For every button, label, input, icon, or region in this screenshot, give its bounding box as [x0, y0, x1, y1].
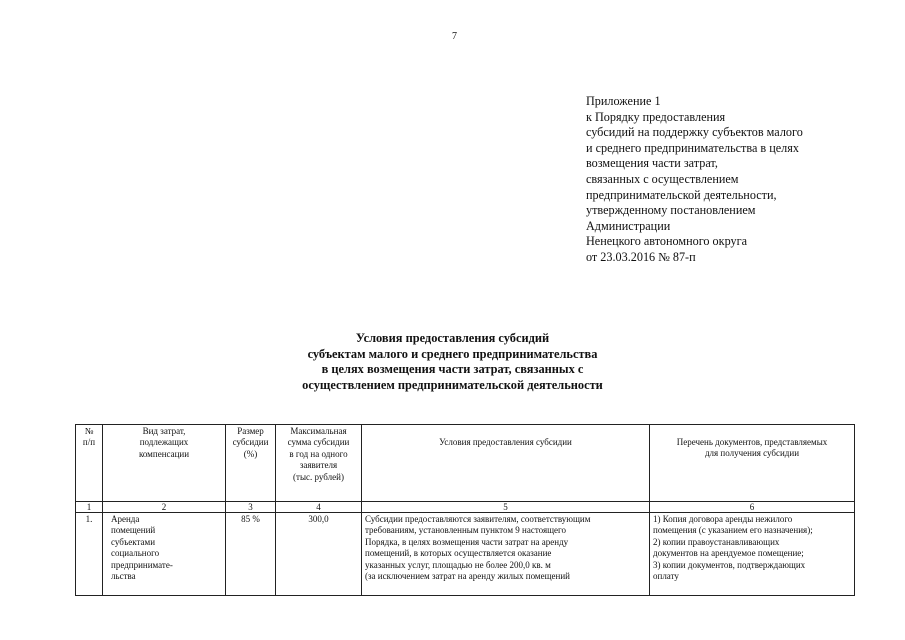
cell-text: помещений [111, 525, 156, 536]
header-number [76, 425, 103, 502]
header-text: Размер [237, 426, 264, 436]
appendix-line: и среднего предпринимательства в целях [586, 140, 799, 155]
header-text: Перечень документов, представляемых [676, 437, 828, 447]
appendix-line: предпринимательской деятельности, [586, 187, 777, 202]
column-number: 2 [103, 502, 226, 513]
cell-text: предпринимате- [111, 559, 173, 570]
cell-text: Аренда [111, 514, 140, 524]
appendix-header [586, 94, 803, 266]
appendix-line: возмещения части затрат, [586, 156, 718, 171]
column-number: 3 [226, 502, 276, 513]
header-text: Условия предоставления субсидии [439, 437, 572, 447]
appendix-line: Приложение 1 [586, 94, 661, 108]
document-title [200, 331, 705, 393]
header-cost-type [103, 425, 226, 502]
header-subsidy-rate [226, 425, 276, 502]
cell-text: (за исключением затрат на аренду жилых помещений [365, 571, 570, 582]
cell-text: Субсидии предоставляются заявителям, соответствующим [365, 514, 591, 524]
header-conditions [362, 425, 650, 502]
header-text: заявителя [299, 460, 338, 471]
header-text: № [84, 426, 94, 436]
appendix-line: субсидий на поддержку субъектов малого [586, 125, 803, 140]
column-number: 1 [76, 502, 103, 513]
cell-text: документов на арендуемое помещение; [653, 548, 804, 559]
header-text: для получения субсидии [704, 448, 800, 459]
header-text: сумма субсидии [287, 437, 350, 448]
header-text: (тыс. рублей) [293, 471, 344, 482]
cell-text: льства [111, 571, 136, 582]
appendix-line: связанных с осуществлением [586, 171, 739, 186]
conditions-cell [362, 513, 650, 596]
cell-text: 3) копии документов, подтверждающих [653, 559, 806, 570]
cell-text: социального [111, 548, 160, 559]
cell-text: помещений, в которых осуществляется оказание [365, 548, 552, 559]
cell-text: оплату [653, 571, 679, 582]
table-header-row [76, 425, 855, 502]
column-number: 4 [276, 502, 362, 513]
table-row [76, 513, 855, 596]
cost-type-cell [103, 513, 226, 596]
header-max-amount [276, 425, 362, 502]
max-amount-cell: 300,0 [276, 513, 362, 596]
title-line: субъектам малого и среднего предпринимательства [307, 346, 598, 361]
appendix-line: Администрации [586, 218, 671, 233]
cell-text: 1) Копия договора аренды нежилого [653, 514, 793, 524]
cell-text: помещения (с указанием его назначения); [653, 525, 813, 536]
cell-text: Порядка, в целях возмещения части затрат на аренду [365, 536, 569, 547]
appendix-line: утвержденному постановлением [586, 203, 756, 218]
header-documents [650, 425, 855, 502]
column-number: 6 [650, 502, 855, 513]
column-number: 5 [362, 502, 650, 513]
appendix-line: к Порядку предоставления [586, 109, 726, 124]
header-text: компенсации [138, 448, 190, 459]
title-line: осуществлением предпринимательской деятельности [302, 377, 603, 392]
documents-cell [650, 513, 855, 596]
cell-text: требованиям, установленным пунктом 9 настоящего [365, 525, 567, 536]
appendix-line: от 23.03.2016 № 87-п [586, 249, 696, 264]
appendix-line: Ненецкого автономного округа [586, 234, 748, 249]
column-number-row [76, 502, 855, 513]
row-number: 1. [76, 513, 103, 596]
cell-text: указанных услуг, площадью не более 200,0 кв. м [365, 559, 551, 570]
header-text: Максимальная [290, 426, 347, 436]
header-text: (%) [243, 448, 258, 459]
header-text: подлежащих [139, 437, 189, 448]
header-text: в год на одного [289, 448, 348, 459]
conditions-table [75, 424, 855, 596]
cell-text: 2) копии правоустанавливающих [653, 536, 780, 547]
subsidy-rate-cell: 85 % [226, 513, 276, 596]
header-text: субсидии [232, 437, 269, 448]
title-line: Условия предоставления субсидий [355, 331, 550, 345]
header-text: п/п [82, 437, 96, 448]
cell-text: субъектами [111, 536, 156, 547]
page-number: 7 [452, 31, 457, 42]
title-line: в целях возмещения части затрат, связанных с [321, 362, 584, 376]
header-text: Вид затрат, [142, 426, 186, 436]
